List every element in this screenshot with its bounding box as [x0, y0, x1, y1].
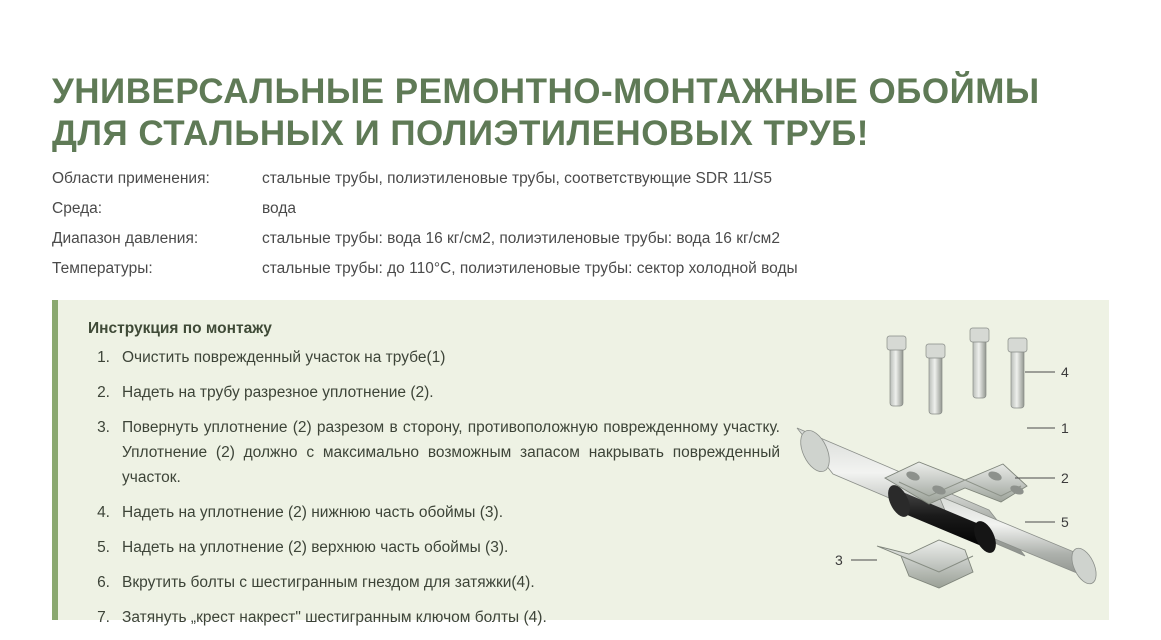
spec-value-application: стальные трубы, полиэтиленовые трубы, соответствующие SDR 11/S5: [262, 170, 772, 187]
bolt-graphic: [887, 328, 1027, 414]
list-item: [80, 415, 780, 490]
list-item: [80, 605, 780, 630]
instructions-list: [80, 345, 780, 640]
spec-row: [52, 170, 1112, 188]
list-item: [80, 380, 780, 405]
spec-label-medium: Среда:: [52, 200, 103, 217]
step-text: Очистить поврежденный участок на трубе(1): [122, 349, 446, 366]
spec-label-temperature: Температуры:: [52, 260, 153, 277]
step-text: Надеть на уплотнение (2) нижнюю часть обоймы (3).: [122, 504, 504, 521]
page-title: [52, 71, 1112, 155]
assembly-diagram-svg: [789, 310, 1099, 610]
callout-4: 4: [1061, 364, 1069, 380]
list-item: [80, 345, 780, 370]
step-number: 3.: [97, 419, 110, 436]
step-number: 6.: [97, 574, 110, 591]
spec-label-application: Области применения:: [52, 170, 210, 187]
instructions-title: Инструкция по монтажу: [88, 320, 272, 337]
step-number: 2.: [97, 384, 110, 401]
list-item: [80, 570, 780, 595]
callout-3: 3: [835, 552, 843, 568]
lower-clamp-graphic: [877, 540, 973, 588]
spec-row: [52, 230, 1112, 248]
step-text: Вкрутить болты с шестигранным гнездом для затяжки(4).: [122, 574, 535, 591]
spec-row: [52, 200, 1112, 218]
step-text: Затянуть „крест накрест" шестигранным ключом болты (4).: [122, 609, 547, 626]
step-number: 4.: [97, 504, 110, 521]
instructions-panel: [52, 300, 1109, 626]
spec-value-medium: вода: [262, 200, 297, 217]
page-title-line-1: УНИВЕРСАЛЬНЫЕ РЕМОНТНО-МОНТАЖНЫЕ ОБОЙМЫ: [52, 72, 1040, 112]
step-number: 1.: [97, 349, 110, 366]
specifications-table: [52, 170, 1112, 290]
callout-1: 1: [1061, 420, 1069, 436]
callout-2: 2: [1061, 470, 1069, 486]
assembly-diagram: [789, 310, 1099, 610]
step-text: Надеть на трубу разрезное уплотнение (2).: [122, 384, 434, 401]
spec-label-pressure: Диапазон давления:: [52, 230, 199, 247]
step-number: 5.: [97, 539, 110, 556]
spec-value-pressure: стальные трубы: вода 16 кг/см2, полиэтиленовые трубы: вода 16 кг/см2: [262, 230, 780, 247]
step-text: Повернуть уплотнение (2) разрезом в сторону, противоположную поврежденному участку. Уплотнение (2) должно с максимально возможным запасом накрывать поврежденный участок.: [122, 419, 780, 486]
spec-row: [52, 260, 1112, 278]
spec-value-temperature: стальные трубы: до 110°С, полиэтиленовые трубы: сектор холодной воды: [262, 260, 798, 277]
step-text: Надеть на уплотнение (2) верхнюю часть обоймы (3).: [122, 539, 509, 556]
list-item: [80, 500, 780, 525]
list-item: [80, 535, 780, 560]
page-title-line-2: ДЛЯ СТАЛЬНЫХ И ПОЛИЭТИЛЕНОВЫХ ТРУБ!: [52, 114, 869, 154]
step-number: 7.: [97, 609, 110, 626]
callout-5: 5: [1061, 514, 1069, 530]
